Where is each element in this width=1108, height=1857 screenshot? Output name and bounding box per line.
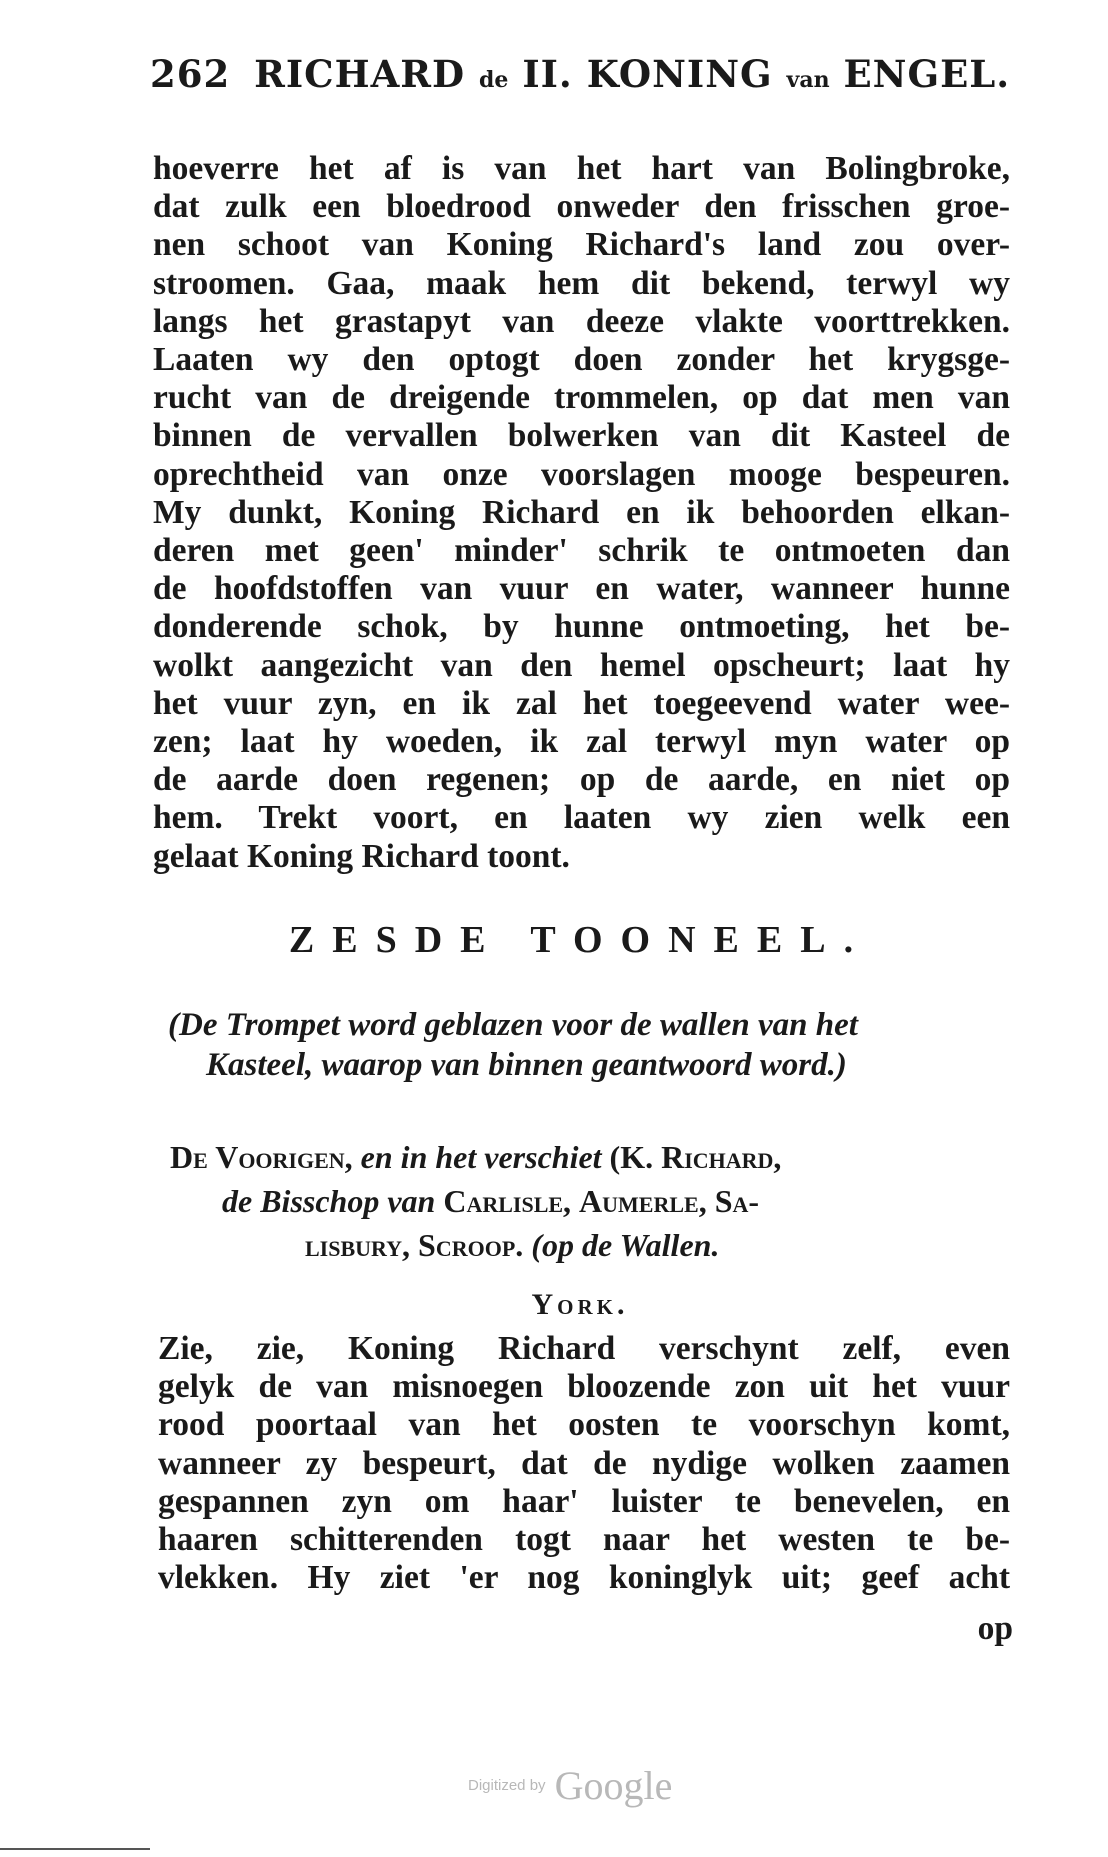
scene-heading: ZESDE TOONEEL. bbox=[288, 919, 872, 961]
text-line: Laaten wy den optogt doen zonder het krygsge- bbox=[153, 341, 1010, 379]
speaker-name: York. bbox=[531, 1288, 629, 1321]
text-line: gelyk de van misnoegen bloozende zon uit het vuur bbox=[158, 1368, 1010, 1406]
text-line: deren met geen' minder' schrik te ontmoeten dan bbox=[153, 532, 1010, 570]
text-line: wolkt aangezicht van den hemel opscheurt; laat hy bbox=[153, 646, 1010, 684]
header-title-van: van bbox=[786, 67, 830, 93]
text-line: de hoofdstoffen van vuur en water, wanneer hunne bbox=[153, 570, 1010, 608]
text-line: hoeverre het af is van het hart van Bolingbroke, bbox=[153, 150, 1010, 187]
text-line: haaren schitterenden togt naar het westen te be- bbox=[158, 1521, 1010, 1559]
watermark-digitized-by: Digitized by bbox=[468, 1777, 546, 1794]
text-line: vlekken. Hy ziet 'er nog koninglyk uit; geef acht bbox=[158, 1559, 1010, 1597]
persons-bisschop: de Bisschop van bbox=[222, 1183, 436, 1219]
stage-direction bbox=[168, 1005, 1008, 1085]
header-title-de: de bbox=[479, 67, 509, 93]
persons-op-de-wallen: (op de Wallen. bbox=[531, 1227, 720, 1263]
stage-direction-line: Kasteel, waarop van binnen geantwoord word.) bbox=[206, 1047, 847, 1083]
text-line: het vuur zyn, en ik zal het toegeevend water wee- bbox=[153, 684, 1010, 722]
digitization-watermark bbox=[468, 1762, 708, 1809]
persons-line bbox=[170, 1223, 1020, 1267]
persons-line bbox=[170, 1135, 1020, 1179]
text-line: zen; laat hy woeden, ik zal terwyl myn water op bbox=[153, 723, 1010, 761]
dramatis-personae bbox=[170, 1135, 1020, 1267]
persons-carlisle: Carlisle, bbox=[443, 1183, 572, 1219]
watermark-google-logo: Google bbox=[554, 1763, 673, 1808]
persons-de-voorigen: De Voorigen, bbox=[170, 1139, 353, 1175]
speech-paragraph-1 bbox=[153, 150, 1010, 876]
persons-lisbury: lisbury, bbox=[305, 1227, 411, 1263]
text-line: Zie, zie, Koning Richard verschynt zelf, even bbox=[158, 1330, 1010, 1367]
running-header bbox=[150, 52, 1011, 96]
page-number: 262 bbox=[150, 52, 231, 96]
text-line: dat zulk een bloedrood onweder den frisschen groe- bbox=[153, 188, 1010, 226]
stage-direction-line: (De Trompet word geblazen voor de wallen van het bbox=[168, 1007, 858, 1043]
text-line: My dunkt, Koning Richard en ik behoorden elkan- bbox=[153, 493, 1010, 531]
persons-sa: Sa- bbox=[714, 1183, 760, 1219]
header-title-richard: RICHARD bbox=[254, 52, 466, 96]
speech-paragraph-2 bbox=[158, 1330, 1010, 1597]
text-line: donderende schok, by hunne ontmoeting, het be- bbox=[153, 608, 1010, 646]
text-line: nen schoot van Koning Richard's land zou over- bbox=[153, 226, 1010, 264]
persons-line bbox=[170, 1179, 1020, 1223]
persons-richard: Richard, bbox=[661, 1139, 782, 1175]
text-line: hem. Trekt voort, en laaten wy zien welk een bbox=[153, 799, 1010, 837]
catchword: op bbox=[977, 1610, 1013, 1647]
persons-en-in-het-verschiet: en in het verschiet bbox=[360, 1139, 602, 1175]
persons-open-k: (K. bbox=[609, 1139, 654, 1175]
persons-scroop: Scroop. bbox=[418, 1227, 524, 1263]
header-title-koning: II. KONING bbox=[522, 52, 773, 96]
text-line: stroomen. Gaa, maak hem dit bekend, terwyl wy bbox=[153, 264, 1010, 302]
text-line: rucht van de dreigende trommelen, op dat men van bbox=[153, 379, 1010, 417]
text-line: gelaat Koning Richard toont. bbox=[153, 837, 570, 875]
text-line: oprechtheid van onze voorslagen mooge bespeuren. bbox=[153, 455, 1010, 493]
text-line: rood poortaal van het oosten te voorschyn komt, bbox=[158, 1406, 1010, 1444]
text-line: de aarde doen regenen; op de aarde, en niet op bbox=[153, 761, 1010, 799]
page-edge-line bbox=[0, 1848, 150, 1850]
header-title-engel: ENGEL. bbox=[843, 52, 1011, 96]
text-line: binnen de vervallen bolwerken van dit Kasteel de bbox=[153, 417, 1010, 455]
text-line: wanneer zy bespeurt, dat de nydige wolken zaamen bbox=[158, 1444, 1010, 1482]
text-line: langs het grastapyt van deeze vlakte voorttrekken. bbox=[153, 302, 1010, 340]
text-line: gespannen zyn om haar' luister te benevelen, en bbox=[158, 1482, 1010, 1520]
persons-aumerle: Aumerle, bbox=[579, 1183, 707, 1219]
